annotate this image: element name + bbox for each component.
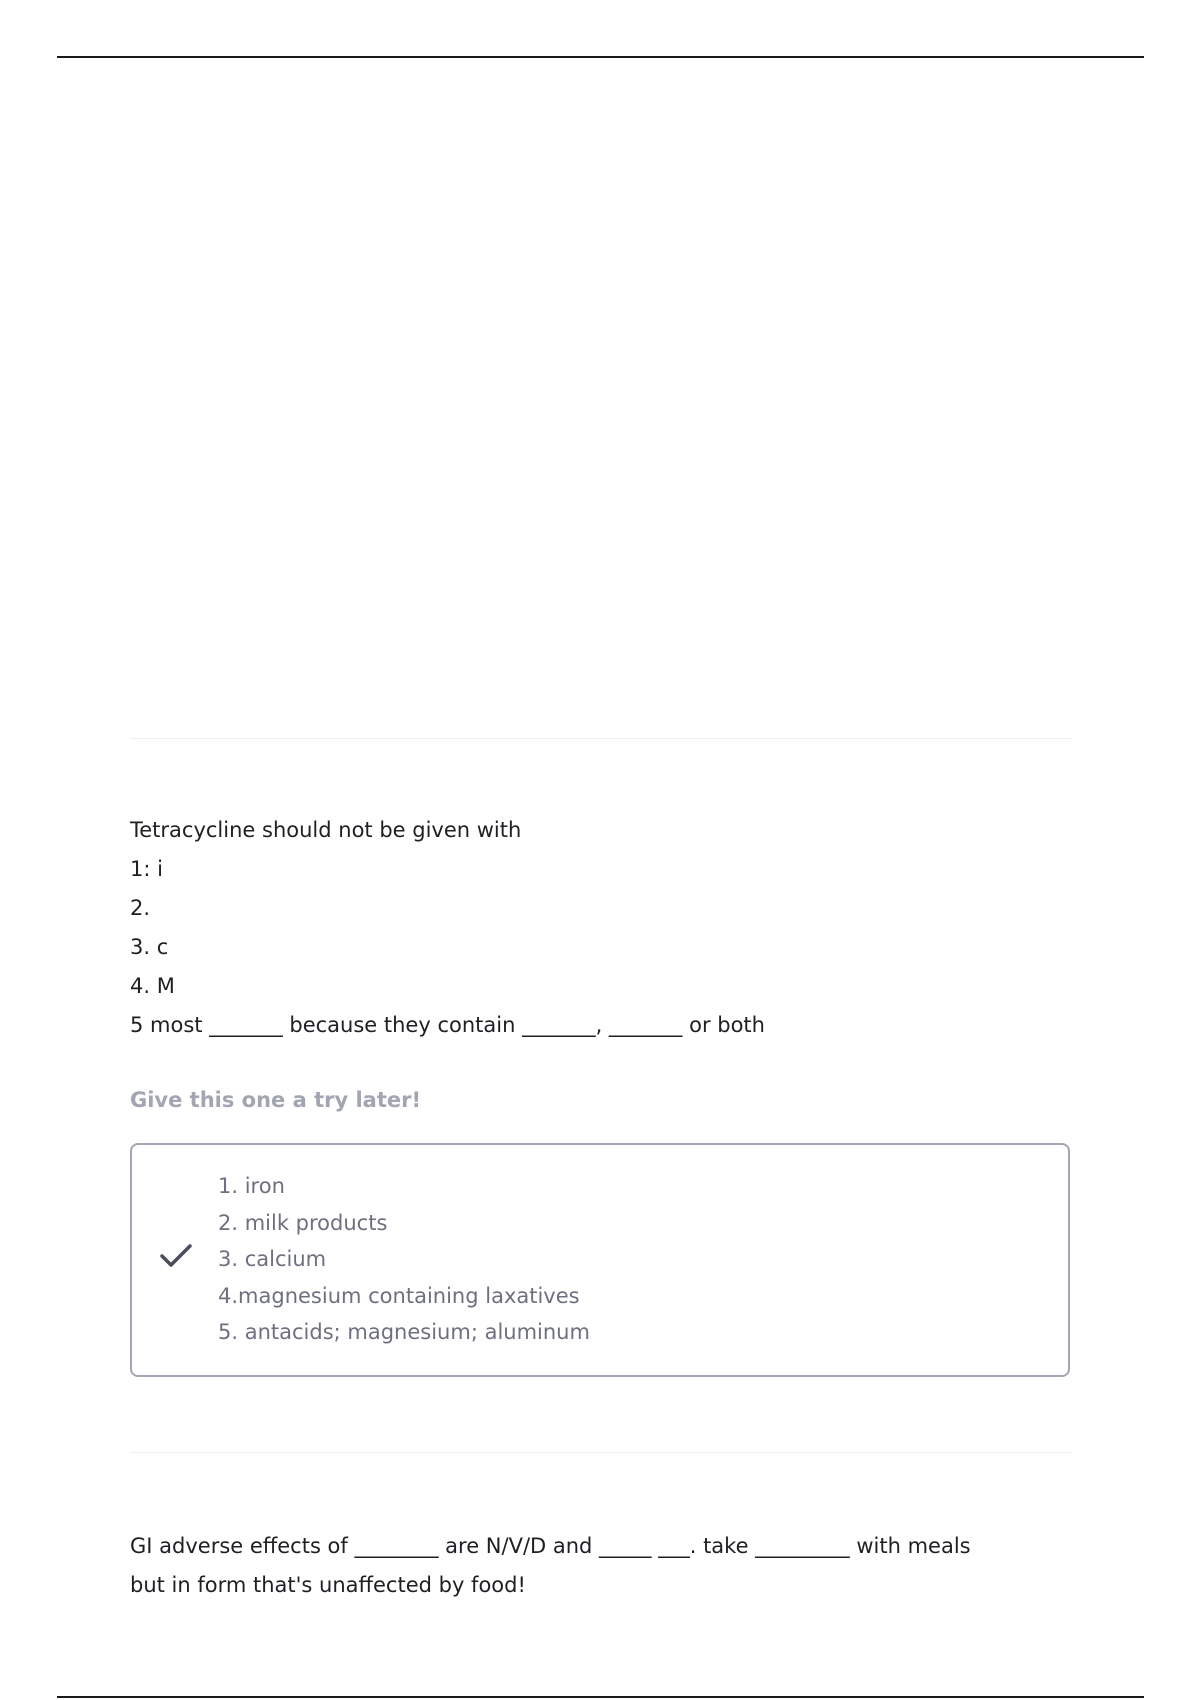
page-top-rule (57, 56, 1144, 58)
flashcard-question (130, 811, 1070, 1045)
question-line: 4. M (130, 974, 175, 998)
question-line: GI adverse effects of ________ are N/V/D and _____ ___. take _________ with meals (130, 1534, 971, 1558)
answer-box (130, 1143, 1070, 1377)
answer-item: 3. calcium (218, 1247, 327, 1271)
answer-item: 5. antacids; magnesium; aluminum (218, 1320, 590, 1344)
answer-item: 4.magnesium containing laxatives (218, 1283, 580, 1308)
answer-item: 2. milk products (218, 1210, 388, 1235)
question-line: but in form that's unaffected by food! (130, 1573, 526, 1597)
question-line: Tetracycline should not be given with (130, 818, 522, 842)
check-icon (158, 1241, 194, 1271)
question-line: 2. (130, 896, 151, 920)
section-divider (130, 1452, 1072, 1453)
section-divider (130, 738, 1072, 739)
answer-item: 1. iron (218, 1174, 285, 1198)
try-later-hint: Give this one a try later! (130, 1088, 422, 1112)
question-line: 5 most _______ because they contain _______, _______ or both (130, 1013, 765, 1037)
question-line: 3. c (130, 935, 169, 959)
answer-list (218, 1168, 590, 1351)
question-line: 1: i (130, 857, 163, 881)
page-bottom-rule (57, 1696, 1144, 1698)
flashcard-question (130, 1527, 1070, 1605)
